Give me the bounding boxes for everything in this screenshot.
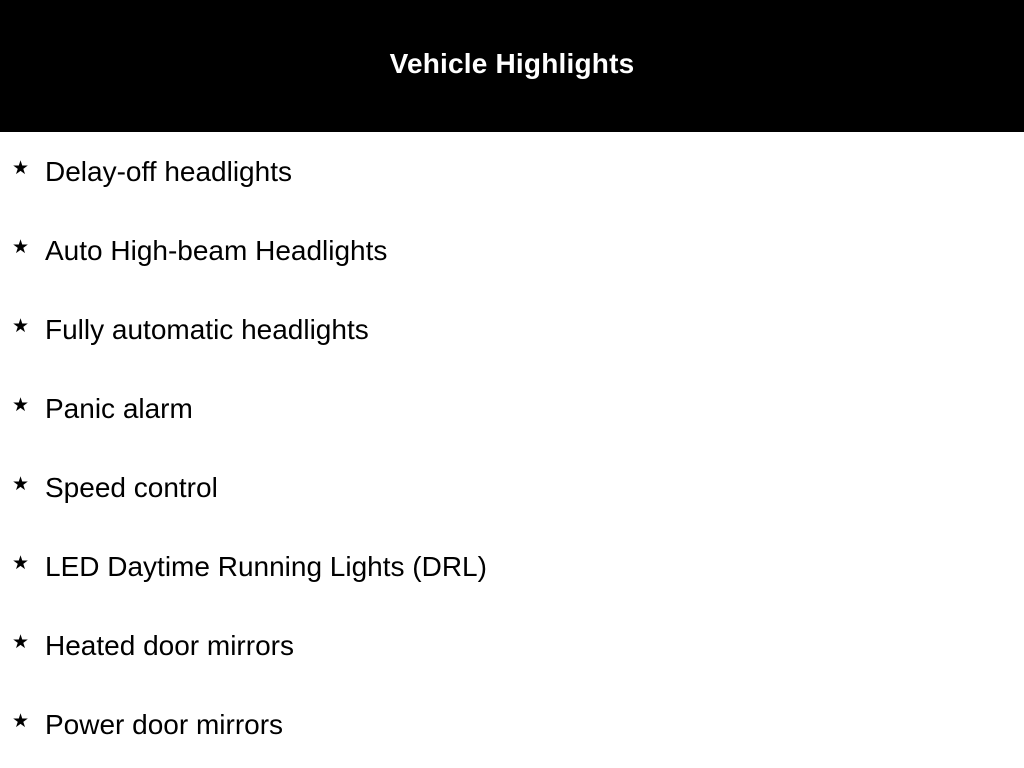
list-item (0, 132, 1024, 211)
list-item (0, 606, 1024, 685)
highlights-list (0, 132, 1024, 764)
star-icon: ★ (12, 631, 30, 653)
list-item (0, 211, 1024, 290)
star-icon: ★ (12, 394, 30, 416)
highlight-label: Speed control (45, 472, 218, 503)
list-item (0, 685, 1024, 764)
list-item (0, 369, 1024, 448)
highlight-label: Auto High-beam Headlights (45, 235, 388, 266)
list-item (0, 290, 1024, 369)
star-icon: ★ (12, 552, 30, 574)
list-item (0, 448, 1024, 527)
highlight-label: Delay-off headlights (45, 156, 292, 187)
star-icon: ★ (12, 473, 30, 495)
star-icon: ★ (12, 710, 30, 732)
highlight-label: LED Daytime Running Lights (DRL) (45, 551, 487, 582)
highlight-label: Heated door mirrors (45, 630, 294, 661)
star-icon: ★ (12, 236, 30, 258)
star-icon: ★ (12, 157, 30, 179)
list-item (0, 527, 1024, 606)
page-title: Vehicle Highlights (389, 48, 635, 79)
highlight-label: Fully automatic headlights (45, 314, 369, 345)
star-icon: ★ (12, 315, 30, 337)
highlight-label: Power door mirrors (45, 709, 284, 740)
header-bar (0, 0, 1024, 132)
highlight-label: Panic alarm (45, 393, 193, 424)
